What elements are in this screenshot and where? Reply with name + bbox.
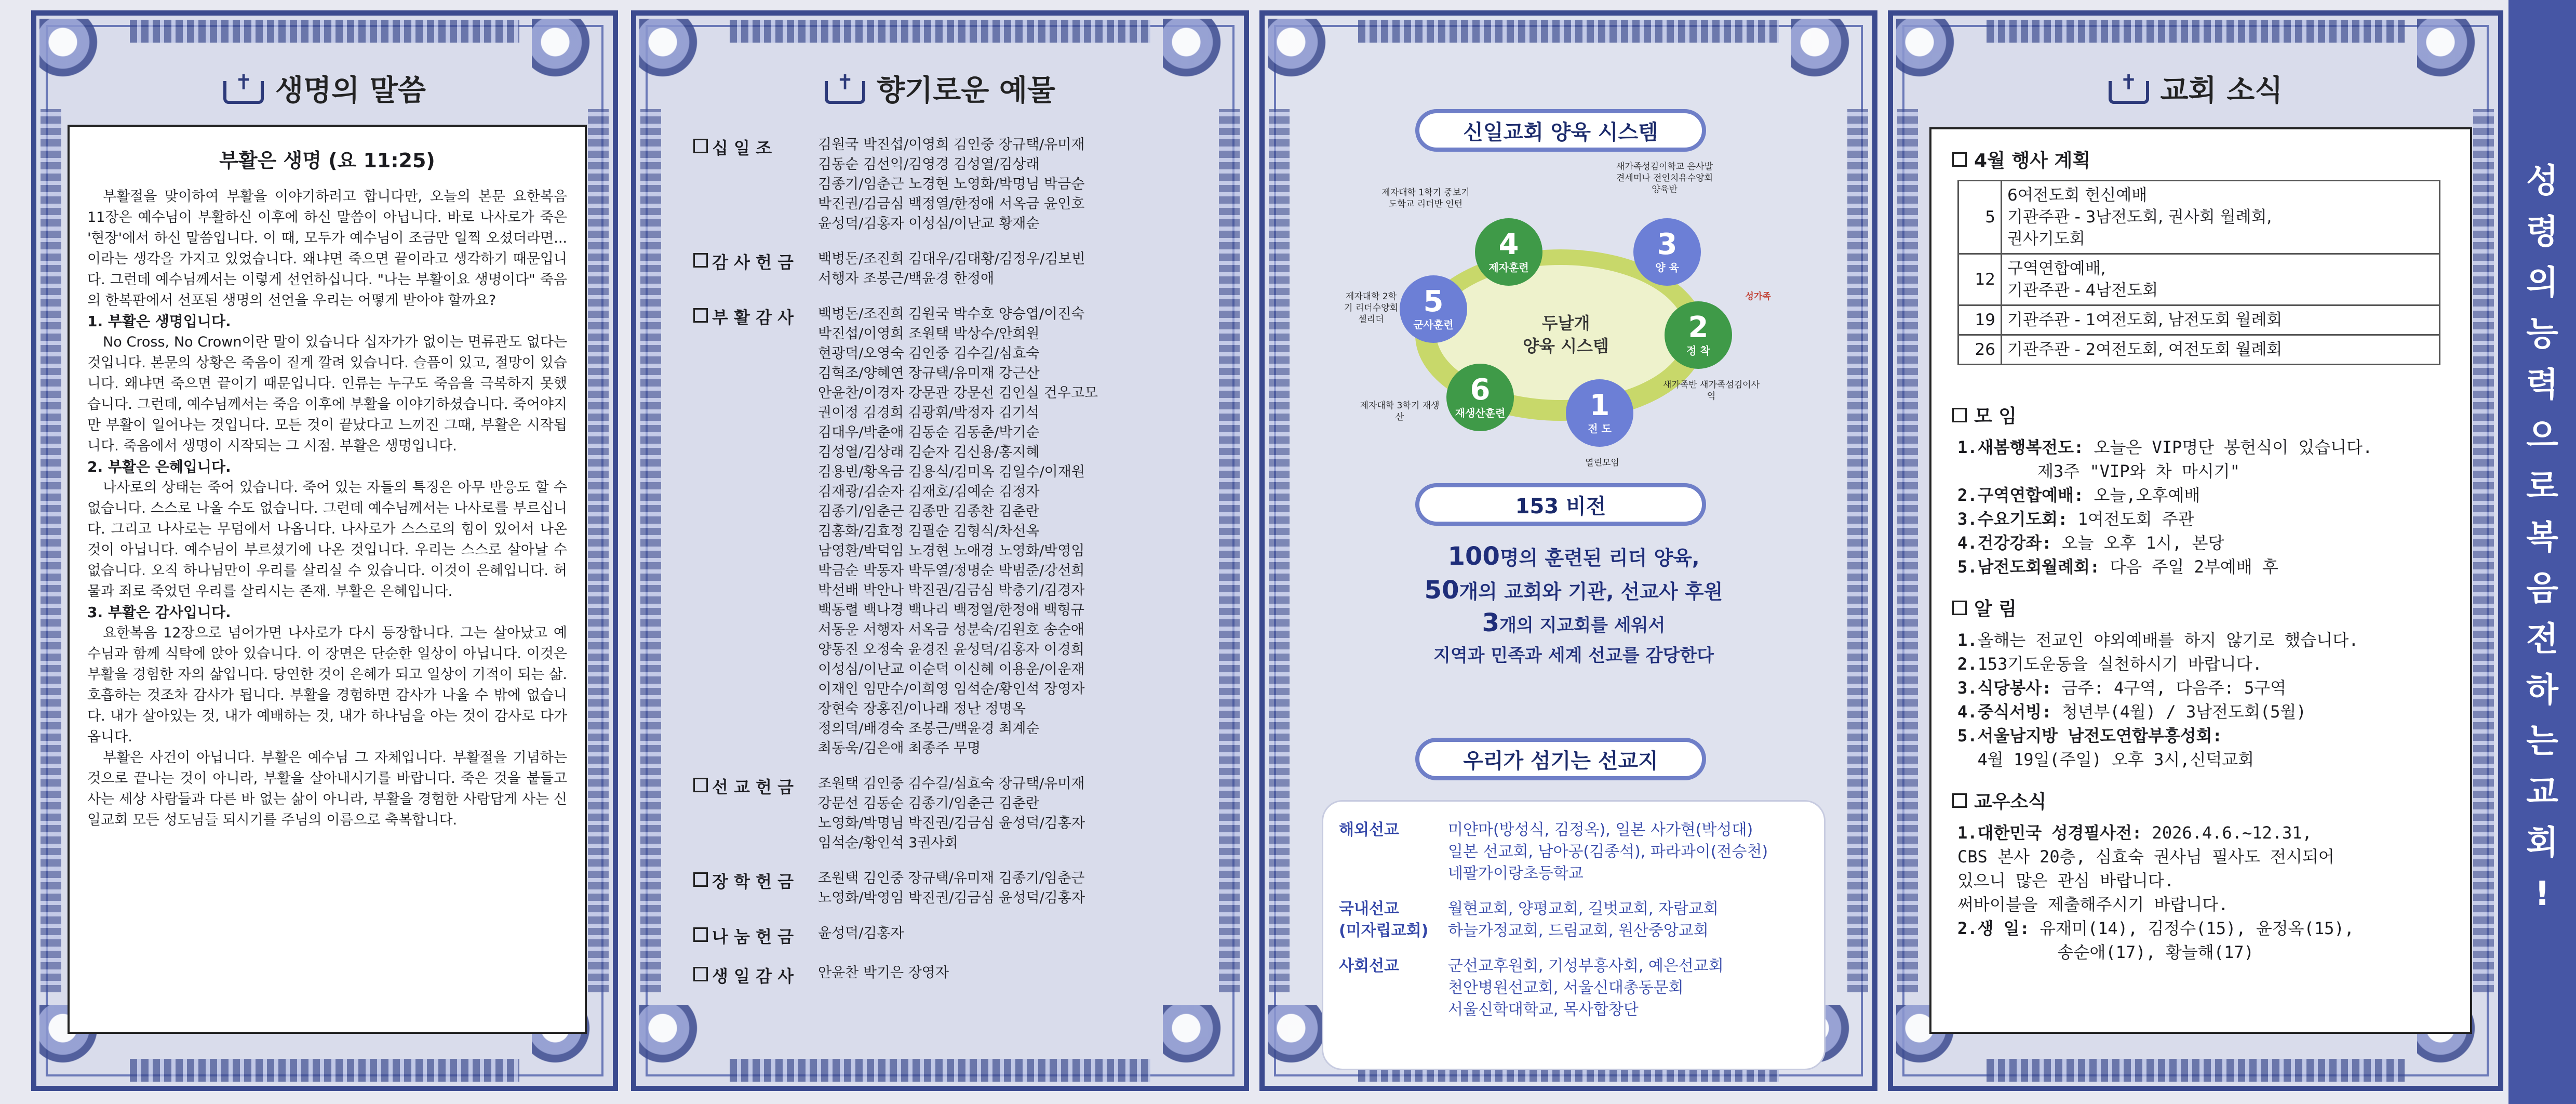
sermon-intro: 부활절을 맞이하여 부활을 이야기하려고 합니다만, 오늘의 본문 요한복음 11장은 예수님이 부활하신 이후에 하신 말씀이 아닙니다. 바로 나사로가 죽은 '현장'에서 하신 말씀입니다. 이 때, 모두가 예수님이 조금만 일찍 오셨더라면...이라는 생각을 가지고 있었습니다. 왜냐면 죽으면 끝이라고 생각하기 때문입니다. 그런데 예수님께서는 이렇게 선언하십니다. "나는 부활이요 생명이다" 죽음의 한복판에서 선포된 생명의 선언을 우리는 어떻게 받아야 할까요? xyxy=(87,189,567,309)
offering-row xyxy=(693,924,1213,948)
motto-char: 는 xyxy=(2526,722,2558,761)
meetings-list xyxy=(1952,435,2449,579)
offering-row xyxy=(693,304,1213,759)
motto-char: 력 xyxy=(2526,366,2558,404)
motto-char: 능 xyxy=(2526,315,2558,353)
table-row: 19 기관주관 - 1여전도회, 남전도회 월례회 xyxy=(1958,305,2440,335)
offering-label: 나 눔 헌 금 xyxy=(693,924,818,948)
list-item: 4.중식서빙: 청년부(4월) / 3남전도회(5월) xyxy=(1957,702,2306,722)
missions-box xyxy=(1322,800,1826,1070)
list-item: 송순애(17), 황늘해(17) xyxy=(1957,942,2254,962)
missions-title-pill: 우리가 섬기는 선교지 xyxy=(1415,738,1706,780)
offering-label: 부 활 감 사 xyxy=(693,304,818,759)
checkbox-icon xyxy=(693,927,708,942)
offering-names: 조원택 김인중 장규택/유미재 김종기/임춘근 노영화/박영임 박진권/김금심 윤성덕/김홍자 xyxy=(818,870,1085,906)
offering-label: 생 일 감 사 xyxy=(693,963,818,987)
vision-line-4: 지역과 민족과 세계 선교를 감당한다 xyxy=(1433,645,1714,666)
list-item: 써바이블을 제출해주시기 바랍니다. xyxy=(1957,895,2229,914)
node-2-desc: 새가족반 새가족섬김이사역 xyxy=(1662,380,1760,402)
vision-panel xyxy=(1259,10,1877,1091)
table-row: 26 기관주관 - 2여전도회, 여전도회 월례회 xyxy=(1958,335,2440,365)
motto-char: 로 xyxy=(2526,468,2558,506)
sermon-panel xyxy=(31,10,618,1091)
offering-row xyxy=(693,963,1213,987)
system-title-pill: 신일교회 양육 시스템 xyxy=(1415,109,1706,152)
diagram-node-6: 6 재생산훈련 xyxy=(1446,364,1514,431)
mission-row: 국내선교 (미자립교회) 월현교회, 양평교회, 길벗교회, 자람교회 하늘가정교회, 드림교회, 원산중앙교회 xyxy=(1339,900,1719,940)
checkbox-icon xyxy=(693,872,708,887)
checkbox-icon xyxy=(693,967,708,981)
list-item: 있으니 많은 관심 바랍니다. xyxy=(1957,871,2175,890)
list-item: 4.건강강좌: 오늘 오후 1시, 본당 xyxy=(1957,533,2224,553)
checkbox-icon xyxy=(693,139,708,153)
table-row: 5 6여전도회 헌신예배 기관주관 - 3남전도회, 권사회 월례회, 권사기도회 xyxy=(1958,181,2440,254)
list-item: 1.새봄행복전도: 오늘은 VIP명단 봉헌식이 있습니다. xyxy=(1957,437,2373,457)
panel-heading: ✝ 향기로운 예물 xyxy=(636,62,1244,114)
diagram-center-label: 두날개 양육 시스템 xyxy=(1523,313,1609,356)
node-4-desc: 제자대학 1학기 중보기도학교 리더반 인턴 xyxy=(1381,188,1470,209)
mission-row: 사회선교 군선교후원회, 기성부흥사회, 예은선교회 천안병원선교회, 서울신대총동문회 서울신학대학교, 목사합창단 xyxy=(1339,957,1724,1019)
motto-char: 의 xyxy=(2526,264,2558,302)
sermon-title: 부활은 생명 (요 11:25) xyxy=(219,149,435,172)
checkbox-icon xyxy=(693,778,708,792)
bible-cross-icon xyxy=(825,73,865,104)
node-1-desc: 열린모임 xyxy=(1585,458,1619,468)
news-panel xyxy=(1888,10,2503,1091)
list-item: 3.수요기도회: 1여전도회 주관 xyxy=(1957,509,2194,529)
list-item: 3.식당봉사: 금주: 4구역, 다음주: 5구역 xyxy=(1957,678,2287,698)
bible-cross-icon xyxy=(223,73,264,104)
offering-label: 십 일 조 xyxy=(693,135,818,234)
vision-line-1: 100명의 훈련된 리더 양육, xyxy=(1447,542,1700,571)
bible-cross-icon xyxy=(2109,73,2149,104)
sermon-paragraph-1: No Cross, No Crown이란 말이 있습니다 십자가가 없이는 면류관도 없다는 것입니다. 본문의 상황은 죽음이 짙게 깔려 있습니다. 슬픔이 있고, 절망이 있습니다. 왜냐면 죽으면 끝이기 때문입니다. 인류는 누구도 죽음을 극복하지 못했습니다. 그런데, 예수님께서는 죽음 이후에 부활을 이야기하셨습니다. 죽어야지만 부활이 일어나는 것입니다. 모든 것이 끝났다고 느끼진 그때, 부활은 시작됩니다. 죽음에서 생명이 시작되는 그 시점. 부활은 생명입니다. xyxy=(87,334,567,454)
node-5-desc: 제자대학 2학기 리더수양회 셀리더 xyxy=(1344,291,1398,325)
list-item: 2.생 일: 유재미(14), 김정수(15), 윤정옥(15), xyxy=(1957,919,2354,938)
growth-label: 성가족 xyxy=(1745,291,1771,302)
list-item: 4월 19일(주일) 오후 3시,신덕교회 xyxy=(1957,750,2255,769)
panel-heading: ✝ 생명의 말씀 xyxy=(36,62,613,114)
offering-label: 장 학 헌 금 xyxy=(693,869,818,908)
staff-news-list xyxy=(1952,821,2449,964)
offerings-panel xyxy=(631,10,1249,1091)
motto-char: 음 xyxy=(2526,569,2558,608)
notices-title: 알 림 xyxy=(1952,594,2449,621)
offering-label: 감 사 헌 금 xyxy=(693,249,818,289)
sermon-paragraph-4: 부활은 사건이 아닙니다. 부활은 예수님 그 자체입니다. 부활절을 기념하는 것으로 끝나는 것이 아니라, 부활을 살아내시기를 바랍니다. 죽은 것을 붙들고 사는 세상 사람들과 다른 바 없는 삶이 아니라, 부활을 경험한 사람답게 사는 신일교회 모든 성도님들 되시기를 주님의 이름으로 축복합니다. xyxy=(87,750,567,828)
offering-row xyxy=(693,774,1213,853)
motto-char: 교 xyxy=(2526,773,2558,812)
list-item: 5.남전도회월례회: 다음 주일 2부예배 후 xyxy=(1957,557,2278,577)
sermon-box xyxy=(68,125,587,1034)
vision-statements xyxy=(1306,540,1841,671)
list-item: 1.대한민국 성경필사전: 2026.4.6.~12.31, xyxy=(1957,823,2312,843)
sermon-paragraph-2: 나사로의 상태는 죽어 있습니다. 죽어 있는 자들의 특징은 아무 반응도 할 수 없습니다. 스스로 나올 수도 없습니다. 그런데 예수님께서는 나사로를 부르십니다. 그리고 나사로는 무덤에서 나옵니다. 나사로가 스스로의 힘이 있어서 나온 것이 아닙니다. 예수님이 부르셨기에 나온 것입니다. 우리는 스스로 살아날 수 없습니다. 오직 하나님만이 우리를 살리실 수 있습니다. 이것이 은혜입니다. 허물과 죄로 죽었던 우리를 살리시는 존재. 부활은 은혜입니다. xyxy=(87,480,567,600)
offering-names: 김원국 박진섭/이영희 김인중 장규택/유미재 김동순 김선익/김영경 김성열/김상래 김종기/임춘근 노경현 노영화/박명님 박금순 박진권/김금심 백정열/한정애 서옥금 윤인호 윤성덕/김홍자 이성심/이난교 황재순 xyxy=(818,137,1085,232)
offering-names: 백병돈/조진희 김대우/김대황/김정우/김보빈 서행자 조봉근/백윤경 한정애 xyxy=(818,251,1085,287)
motto-char: 하 xyxy=(2526,671,2558,710)
news-box xyxy=(1929,127,2472,1034)
diagram-node-1: 1 전 도 xyxy=(1566,379,1633,447)
offering-names: 조원택 김인중 김수길/심효숙 장규택/유미재 강문선 김동순 김종기/임춘근 김춘란 노영화/박명님 박진권/김금심 윤성덕/김홍자 임석순/황인석 3권사회 xyxy=(818,776,1085,851)
sermon-point-1: 1. 부활은 생명입니다. xyxy=(87,313,231,330)
diagram-node-4: 4 제자훈련 xyxy=(1475,218,1542,286)
events-title: 4월 행사 계획 xyxy=(1952,146,2449,172)
offerings-list xyxy=(693,135,1213,1003)
sermon-point-3: 3. 부활은 감사입니다. xyxy=(87,604,231,621)
table-row: 12 구역연합예배, 기관주관 - 4남전도회 xyxy=(1958,254,2440,305)
list-item: CBS 본사 20층, 심효숙 권사님 필사도 전시되어 xyxy=(1957,847,2334,867)
checkbox-icon xyxy=(693,308,708,323)
diagram-node-2: 2 정 착 xyxy=(1665,301,1732,369)
list-item: 2.153기도운동을 실천하시기 바랍니다. xyxy=(1957,654,2262,674)
list-item: 5.서울남지방 남전도연합부흥성회: xyxy=(1957,726,2222,746)
panel-heading: ✝ 교회 소식 xyxy=(1893,62,2498,114)
offering-label: 선 교 헌 금 xyxy=(693,774,818,853)
motto-strip xyxy=(2508,0,2576,1104)
offering-names: 안윤찬 박기은 장영자 xyxy=(818,965,949,981)
notices-list xyxy=(1952,628,2449,772)
staff-title: 교우소식 xyxy=(1952,787,2449,814)
list-item: 제3주 "VIP와 차 마시기" xyxy=(1957,461,2240,481)
offering-row xyxy=(693,249,1213,289)
discipleship-diagram xyxy=(1343,161,1789,483)
sermon-paragraph-3: 요한복음 12장으로 넘어가면 나사로가 다시 등장합니다. 그는 살아났고 예수님과 함께 식탁에 앉아 있습니다. 이 장면은 단순한 일상이 아닙니다. 이것은 부활을 경험한 자의 삶입니다. 당연한 것이 은혜가 되고 일상이 기적이 되는 삶. 호흡하는 것조차 감사가 됩니다. 부활을 경험하면 감사가 나올 수 밖에 없습니다. 내가 살아있는 것, 내가 예배하는 것, 내가 하나님을 아는 것이 감사로 다가옵니다. xyxy=(87,625,567,745)
events-table xyxy=(1957,180,2440,365)
motto-char: 으 xyxy=(2526,417,2558,455)
motto-char: 령 xyxy=(2526,213,2558,251)
meetings-title: 모 임 xyxy=(1952,402,2449,428)
offering-names: 백병돈/조진희 김원국 박수호 양승엽/이진숙 박진섭/이영희 조원택 박상수/안희원 현광덕/오영숙 김인중 김수길/심효숙 김혁조/양혜연 장규택/유미재 강근산 안윤찬/이경자 강문관 강문선 김인실 건우고모 권이정 김경희 김광휘/박정자 김기석 김대우/박춘애 김동순 김동춘/박기순 김성열/김상래 김순자 김신용/홍지혜 김용빈/황옥금 김용식/김미옥 김일수/이재원 김재광/김순자 김재호/김예순 김정자 김종기/임춘근 김종만 김종찬 김춘란 김홍화/김효정 김필순 김형식/차선옥 남영환/박덕임 노경현 노애경 노영화/박영임 박금순 박동자 박두열/정명순 박범준/강선희 박선배 박안나 박진권/김금심 박충기/김경자 백동렬 백나경 백나리 백정열/한정애 백형규 서동운 서행자 서옥금 성분숙/김원호 송순애 양동진 오정숙 윤경진 윤성덕/김홍자 이경희 이성심/이난교 이순덕 이신혜 이용운/이운재 이재인 임만수/이희영 임석순/황인석 장영자 장현숙 장홍진/이나래 정난 정명옥 정의덕/배경숙 조봉근/백윤경 최계순 최동욱/김은애 최종주 무명 xyxy=(818,306,1098,756)
mission-row: 해외선교 미얀마(방성식, 김정옥), 일본 사가현(박성대) 일본 선교회, 남아공(김종석), 파라과이(전승천) 네팔가이랑초등학교 xyxy=(1339,821,1768,883)
motto-char: 복 xyxy=(2526,518,2558,557)
offering-names: 윤성덕/김홍자 xyxy=(818,925,904,941)
diagram-node-5: 5 군사훈련 xyxy=(1400,275,1467,343)
list-item: 1.올해는 전교인 야외예배를 하지 않기로 했습니다. xyxy=(1957,630,2359,650)
offering-row xyxy=(693,135,1213,234)
node-3-desc: 새가족성김이학교 은사발견세미나 전인치유수양회 양육반 xyxy=(1616,162,1713,195)
motto-char: 회 xyxy=(2526,824,2558,862)
offering-row xyxy=(693,869,1213,908)
diagram-node-3: 3 양 육 xyxy=(1633,218,1701,286)
motto-char: 전 xyxy=(2526,620,2558,659)
node-6-desc: 제자대학 3학기 재생산 xyxy=(1360,401,1440,422)
vision-title-pill: 153 비전 xyxy=(1415,483,1706,526)
motto-char: 성 xyxy=(2526,162,2558,201)
vision-line-3: 3개의 지교회를 세워서 xyxy=(1482,608,1666,637)
sermon-point-2: 2. 부활은 은혜입니다. xyxy=(87,458,231,475)
checkbox-icon xyxy=(693,253,708,268)
list-item: 2.구역연합예배: 오늘,오후예배 xyxy=(1957,485,2201,505)
motto-char: ! xyxy=(2534,875,2550,913)
vision-line-2: 50개의 교회와 기관, 선교사 후원 xyxy=(1424,576,1723,605)
